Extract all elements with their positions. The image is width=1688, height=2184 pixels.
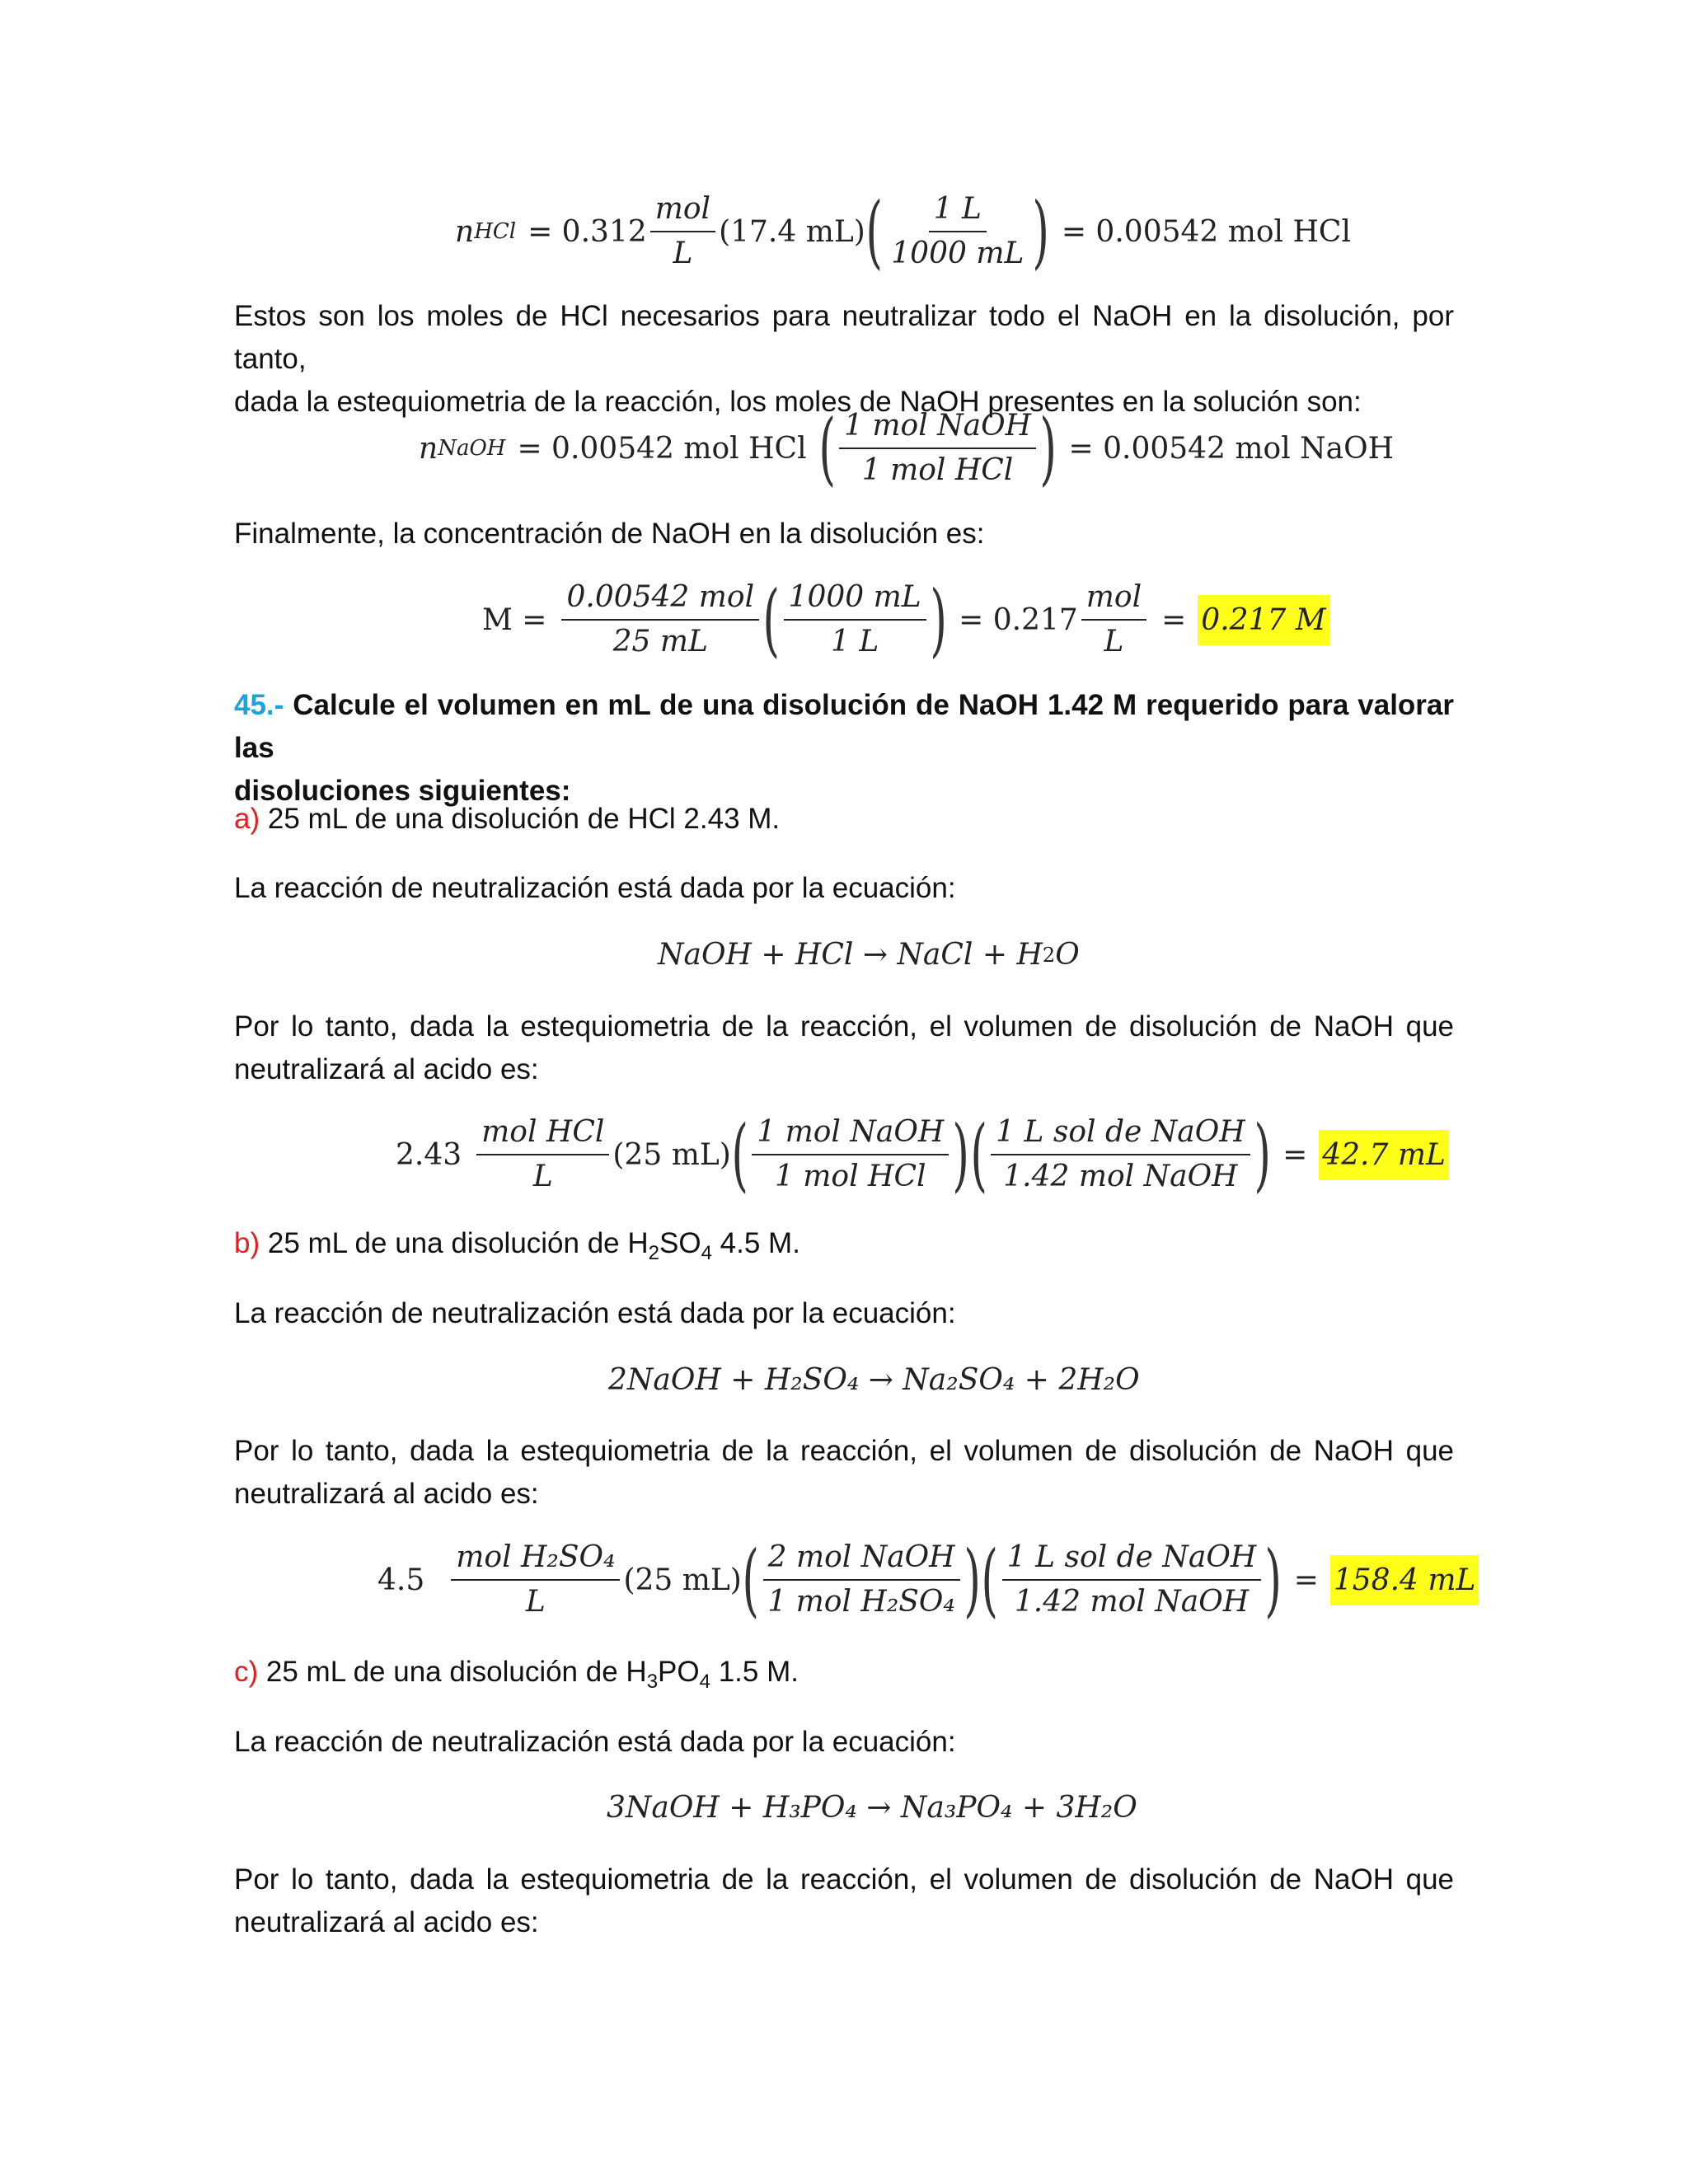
text-line: Estos son los moles de HCl necesarios para neutralizar todo el NaOH en la disolución, por tanto,: [234, 300, 1454, 375]
equation-molarity: M = $\frac{\text{0.00542 mol}}{25 mL}$ ( $\frac{1000 mL}{1 L}$ ) = 0.217 $\frac{\text{mol}}{L}$ = 0.217 M: [482, 579, 1329, 660]
subscript: 2: [1042, 943, 1056, 967]
fraction: $\frac{1 L}{1000 mL}$: [891, 192, 1025, 270]
highlighted-result: 158.4 mL: [1330, 1555, 1479, 1605]
reaction-text: 3NaOH + H₃PO₄ → Na₃PO₄ + 3H₂O: [607, 1791, 1137, 1825]
part-text: 25 mL de una disolución de H: [267, 1227, 649, 1259]
fraction: $\frac{\text{2 mol NaOH}}{\text{1 mol H₂SO₄}}$: [762, 1540, 960, 1620]
eq-subscript: NaOH: [438, 436, 506, 461]
part-text: 1.5 M.: [710, 1656, 799, 1688]
text-line: neutralizará al acido es:: [234, 1053, 539, 1085]
eq-sign: =: [1282, 1137, 1308, 1172]
part-b-statement: [234, 1222, 800, 1275]
paragraph-moles-hcl: [234, 295, 1454, 424]
text-line: Por lo tanto, dada la estequiometria de la reacción, el volumen de disolución de NaOH que: [234, 1010, 1454, 1043]
text-line: Por lo tanto, dada la estequiometria de la reacción, el volumen de disolución de NaOH que: [234, 1435, 1454, 1467]
eq-sign: =: [1161, 602, 1187, 637]
fraction: $\frac{1000 mL}{1 L}$: [784, 579, 926, 660]
eq-term: (25 mL): [612, 1137, 731, 1172]
part-a-reaction-intro: La reacción de neutralización está dada por la ecuación:: [234, 872, 956, 904]
part-text: 25 mL de una disolución de H: [265, 1656, 647, 1688]
reaction-text: 2NaOH + H₂SO₄ → Na₂SO₄ + 2H₂O: [608, 1363, 1140, 1397]
eq-coefficient: 4.5: [377, 1563, 425, 1597]
fraction: $\frac{\text{1 L sol de NaOH}}{\text{1.42 mol NaOH}}$: [991, 1114, 1250, 1195]
part-c-reaction: [607, 1791, 1137, 1825]
subscript: 4: [699, 1671, 710, 1693]
question-45: [234, 684, 1454, 813]
eq-symbol: n: [455, 214, 475, 249]
fraction: $\frac{\text{mol HCl}}{L}$: [476, 1114, 609, 1195]
subscript: 3: [646, 1671, 659, 1693]
fraction: $\frac{\text{1 L sol de NaOH}}{\text{1.42 mol NaOH}}$: [1002, 1540, 1261, 1620]
reaction-text: NaOH + HCl → NaCl + H: [658, 938, 1043, 972]
fraction: $\frac{\text{0.00542 mol}}{25 mL}$: [561, 579, 759, 660]
eq-result: = 0.00542 mol HCl: [1061, 214, 1351, 249]
part-label: c): [234, 1656, 259, 1688]
part-a-conclusion: [234, 1005, 1454, 1091]
eq-coefficient: = 0.00542 mol HCl: [517, 431, 807, 466]
part-a-reaction: [658, 938, 1080, 972]
eq-coefficient: 2.43: [396, 1137, 462, 1172]
eq-term: (17.4 mL): [719, 214, 865, 249]
eq-term: (25 mL): [623, 1563, 742, 1597]
part-c-reaction-intro: La reacción de neutralización está dada por la ecuación:: [234, 1726, 956, 1758]
text-line: Por lo tanto, dada la estequiometria de la reacción, el volumen de disolución de NaOH que: [234, 1863, 1454, 1896]
part-label: a): [234, 803, 260, 835]
eq-result: = 0.00542 mol NaOH: [1068, 431, 1395, 466]
part-text: SO: [659, 1227, 701, 1259]
part-b-calculation: 4.5 $\frac{\text{mol H₂SO₄}}{L}$ (25 mL) ( $\frac{\text{2 mol NaOH}}{\text{1 mol H₂SO₄}}$ ) ( $\frac{\text{1 L sol de NaOH}}{\text{1.42 mol NaOH}}$ ) = 158.4 mL: [377, 1540, 1479, 1620]
fraction: $\frac{\text{mol}}{L}$: [1081, 579, 1146, 660]
part-b-conclusion: [234, 1430, 1454, 1516]
part-c-statement: [234, 1651, 799, 1704]
fraction: $\frac{\text{1 mol NaOH}}{\text{1 mol HCl}}$: [839, 408, 1036, 489]
part-b-reaction-intro: La reacción de neutralización está dada por la ecuación:: [234, 1297, 956, 1329]
fraction: $\frac{\text{mol}}{L}$: [650, 191, 715, 272]
paragraph-final-concentration: Finalmente, la concentración de NaOH en la disolución es:: [234, 518, 985, 550]
eq-subscript: HCl: [474, 219, 517, 244]
highlighted-result: 0.217 M: [1198, 595, 1329, 645]
question-text: disoluciones siguientes:: [234, 775, 571, 807]
text-line: neutralizará al acido es:: [234, 1906, 539, 1938]
question-number: 45.-: [234, 689, 284, 721]
part-label: b): [234, 1227, 260, 1259]
part-a-calculation: 2.43 $\frac{\text{mol HCl}}{L}$ (25 mL) ( $\frac{\text{1 mol NaOH}}{\text{1 mol HCl}}$ ) ( $\frac{\text{1 L sol de NaOH}}{\text{1.42 mol NaOH}}$ ) = 42.7 mL: [396, 1114, 1449, 1195]
highlighted-result: 42.7 mL: [1319, 1130, 1449, 1180]
equation-n-hcl: n HCl = 0.312 $\frac{\text{mol}}{L}$ (17.4 mL) ( $\frac{1 L}{1000 mL}$ ) = 0.00542 mol HCl: [455, 185, 1351, 278]
text-line: dada la estequiometria de la reacción, los moles de NaOH presentes en la solución son:: [234, 386, 1362, 418]
eq-symbol: n: [419, 431, 438, 466]
eq-term: = 0.217: [959, 602, 1078, 637]
part-text: PO: [658, 1656, 700, 1688]
equation-n-naoh: n NaOH = 0.00542 mol HCl ( $\frac{\text{1 mol NaOH}}{\text{1 mol HCl}}$ ) = 0.00542 mol NaOH: [419, 402, 1395, 494]
eq-sign: =: [1293, 1563, 1319, 1597]
fraction: $\frac{\text{1 mol NaOH}}{\text{1 mol HCl}}$: [752, 1114, 949, 1195]
part-b-reaction: [608, 1363, 1140, 1397]
text-line: neutralizará al acido es:: [234, 1478, 539, 1510]
subscript: 4: [701, 1242, 712, 1264]
part-text: 25 mL de una disolución de HCl 2.43 M.: [267, 803, 781, 835]
subscript: 2: [648, 1242, 660, 1264]
eq-lhs: M =: [482, 602, 547, 637]
question-text: Calcule el volumen en mL de una disolución de NaOH 1.42 M requerido para valorar las: [234, 689, 1455, 764]
fraction: $\frac{\text{mol H₂SO₄}}{L}$: [451, 1540, 620, 1620]
part-a-statement: [234, 798, 780, 841]
eq-coefficient: = 0.312: [528, 214, 647, 249]
part-c-conclusion: [234, 1858, 1454, 1944]
reaction-text: O: [1055, 938, 1080, 972]
part-text: 4.5 M.: [711, 1227, 800, 1259]
